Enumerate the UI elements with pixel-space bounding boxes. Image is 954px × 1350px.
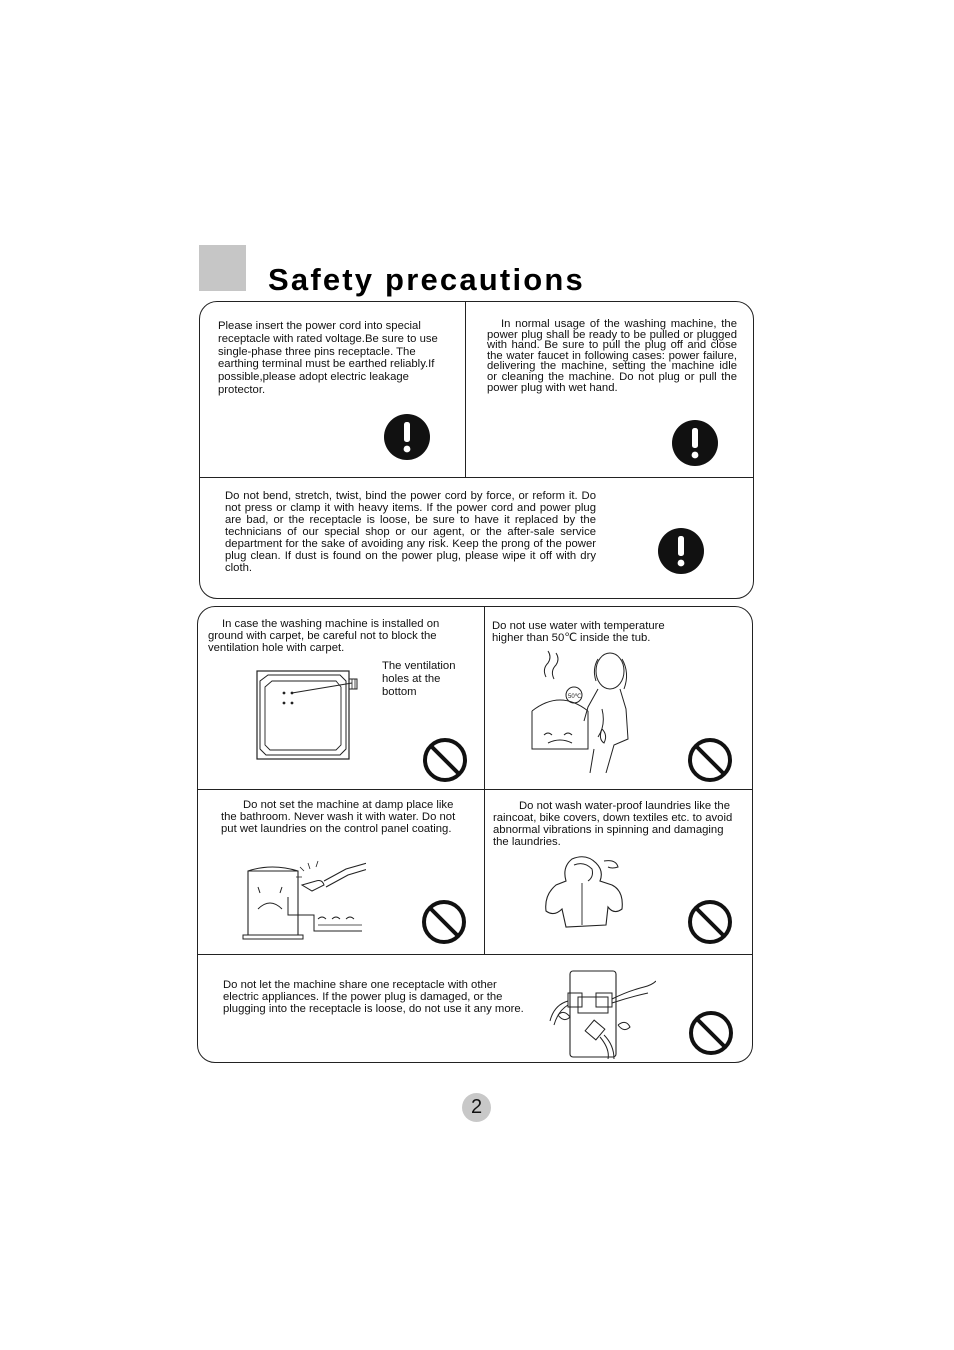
- top-panel-vertical-divider: [465, 302, 466, 477]
- shared-receptacle-text: Do not let the machine share one receptacle with other electric appliances. If the power plug is damaged, or the plugging into the receptacle is loose, do not use it any more.: [223, 979, 524, 1015]
- ventilation-label: The ventilation holes at the bottom: [382, 660, 456, 698]
- prohibition-circle-icon: [687, 737, 733, 783]
- header-gray-square: [199, 245, 246, 291]
- top-warning-panel: [199, 301, 754, 599]
- power-plug-pull-text: In normal usage of the washing machine, the power plug shall be ready to be pulled or plugged with hand. Be sure to pull the plug off and close the water faucet in following cases: power failure, delivering the machine, setting the machine idle or cleaning the machine. Do not plug or pull the power plug with wet hand.: [487, 318, 737, 394]
- bottom-panel-vertical-divider: [484, 607, 485, 954]
- prohibition-circle-icon: [687, 899, 733, 945]
- multi-plug-socket-illustration: [548, 965, 656, 1059]
- tub-temperature-label: 50℃: [568, 694, 582, 700]
- exclamation-circle-icon: [383, 413, 431, 461]
- waterproof-laundry-text: Do not wash water-proof laundries like the raincoat, bike covers, down textiles etc. to avoid abnormal vibrations in spinning and damaging the laundries.: [493, 800, 733, 848]
- damp-place-text: Do not set the machine at damp place like the bathroom. Never wash it with water. Do not put wet laundries on the control panel coating.: [221, 799, 456, 835]
- page-title: Safety precautions: [268, 262, 585, 297]
- raincoat-illustration: [542, 855, 628, 929]
- prohibition-circle-icon: [421, 899, 467, 945]
- bathroom-machine-illustration: [242, 857, 366, 941]
- bottom-panel-divider-1: [198, 789, 752, 790]
- top-panel-horizontal-divider: [200, 477, 753, 478]
- exclamation-circle-icon: [671, 419, 719, 467]
- prohibition-circle-icon: [422, 737, 468, 783]
- cord-care-text: Do not bend, stretch, twist, bind the power cord by force, or reform it. Do not press or clamp it with heavy items. If the power cord and power plug are bad, or the receptacle is loose, be sure to have it replaced by the technicians of our special shop or our agent, or the after-sale service department for the sake of avoiding any risk. Keep the prong of the power plug clean. If dust is found on the power plug, please wipe it off with dry cloth.: [225, 490, 596, 574]
- exclamation-circle-icon: [657, 527, 705, 575]
- water-temperature-text: Do not use water with temperature higher than 50℃ inside the tub.: [492, 620, 665, 645]
- page-number: 2: [462, 1093, 491, 1122]
- machine-bottom-illustration: [256, 669, 362, 761]
- bottom-prohibition-panel: [197, 606, 753, 1063]
- bottom-panel-divider-2: [198, 954, 752, 955]
- hot-water-illustration: [528, 649, 632, 773]
- power-cord-receptacle-text: Please insert the power cord into special receptacle with rated voltage.Be sure to use single-phase three pins receptacle. The earthing terminal must be earthed reliably.If possible,please adopt electric leakage protector.: [218, 320, 438, 396]
- prohibition-circle-icon: [688, 1010, 734, 1056]
- carpet-warning-text: In case the washing machine is installed on ground with carpet, be careful not to block the ventilation hole with carpet.: [208, 618, 440, 654]
